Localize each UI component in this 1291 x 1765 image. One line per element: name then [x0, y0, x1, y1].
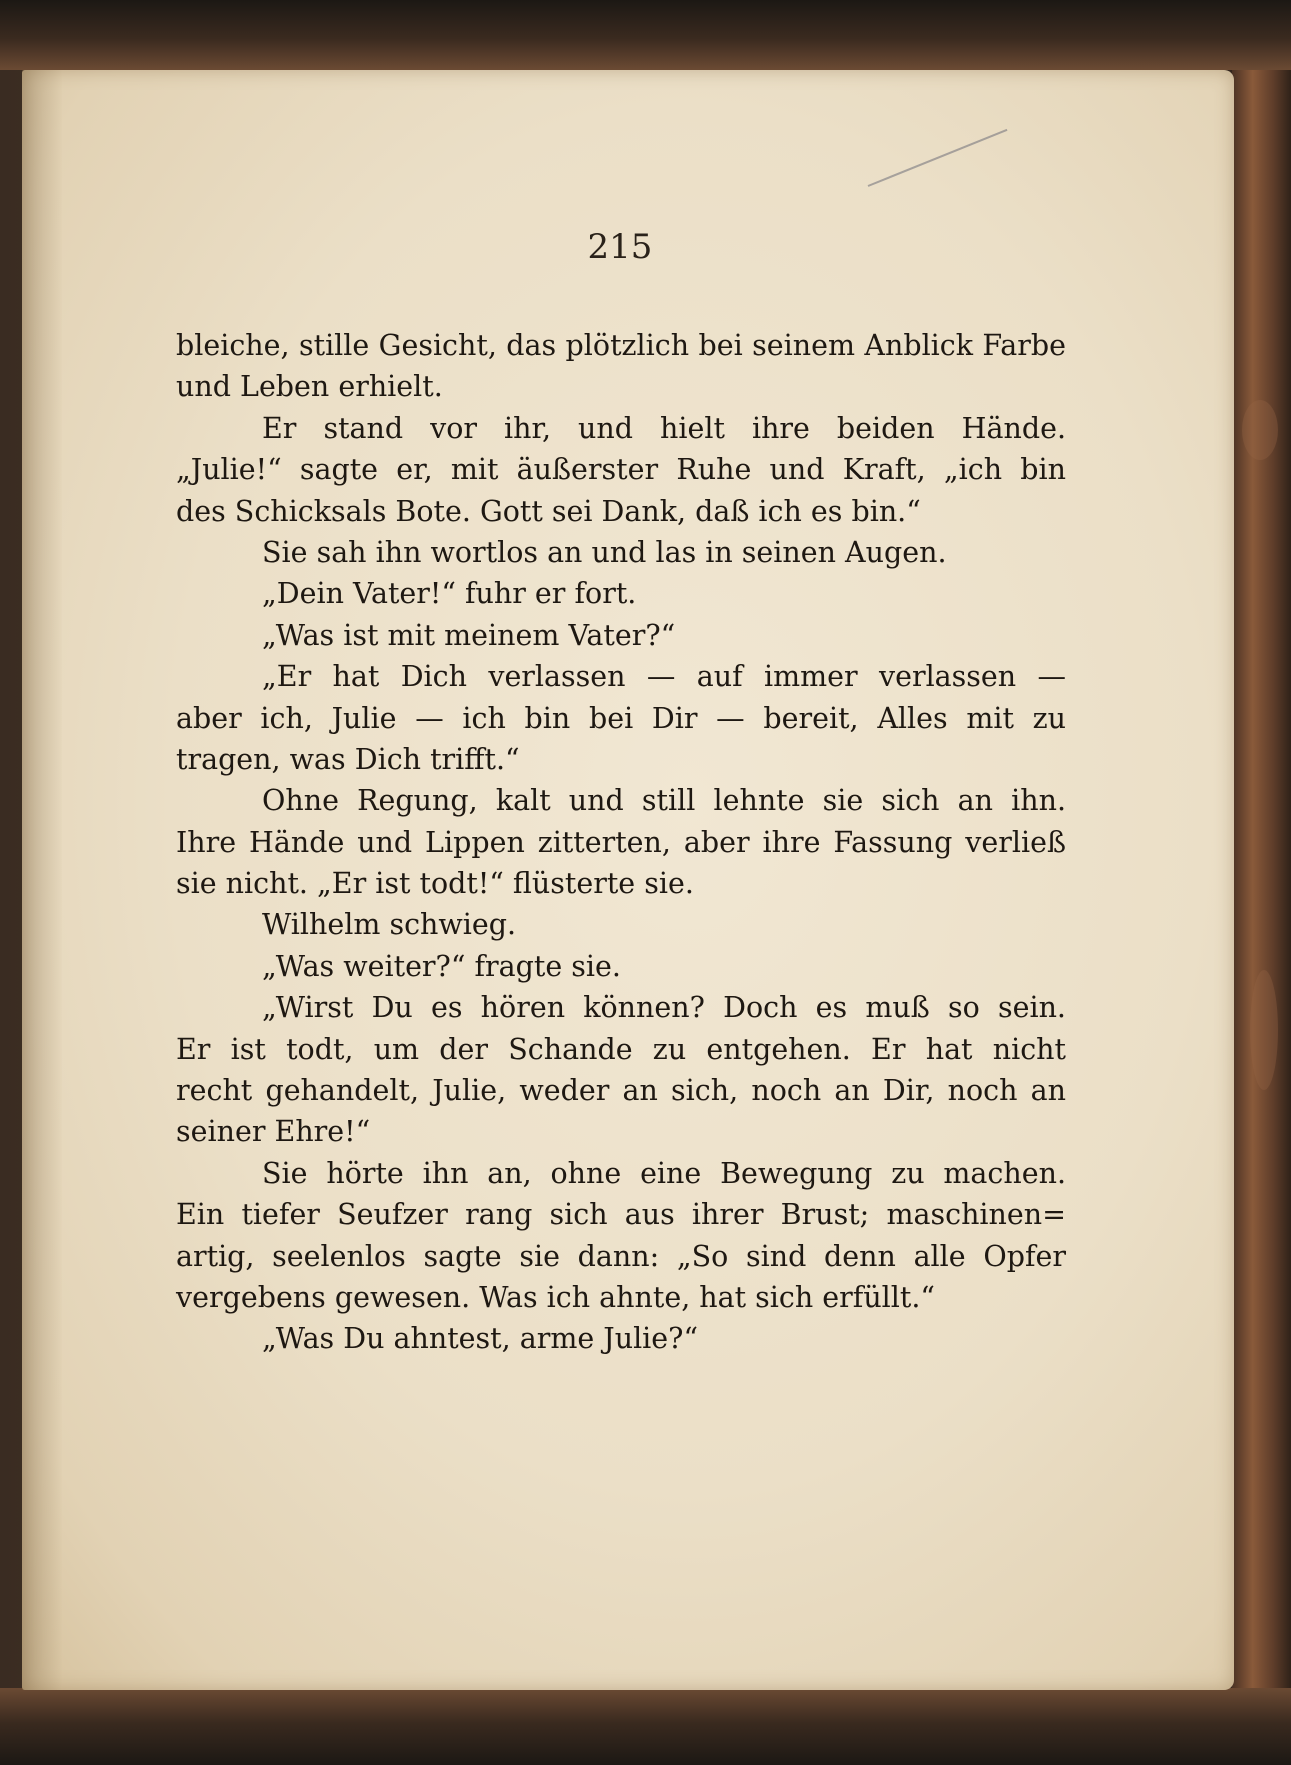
text-line: recht gehandelt, Julie, weder an sich, noch an Dir, noch an	[176, 1074, 1066, 1108]
text-line: bleiche, stille Gesicht, das plötzlich bei seinem Anblick Farbe	[176, 329, 1066, 362]
text-line: „Er hat Dich verlassen — auf immer verlassen —	[262, 660, 1066, 694]
text-line: des Schicksals Bote. Gott sei Dank, daß ich es bin.“	[176, 494, 921, 528]
cover-bottom-edge	[0, 1688, 1291, 1765]
cover-right-edge	[1232, 70, 1291, 1690]
text-line: „Wirst Du es hören können? Doch es muß so sein.	[262, 991, 1066, 1025]
text-line: vergebens gewesen. Was ich ahnte, hat sich erfüllt.“	[176, 1280, 935, 1314]
page-number: 215	[587, 227, 653, 267]
text-line: Wilhelm schwieg.	[262, 908, 517, 942]
text-line: Sie sah ihn wortlos an und las in seinen Augen.	[262, 535, 947, 569]
text-line: „Dein Vater!“ fuhr er fort.	[262, 577, 637, 611]
text-line: „Was Du ahntest, arme Julie?“	[262, 1322, 699, 1356]
text-line: artig, seelenlos sagte sie dann: „So sind denn alle Opfer	[176, 1239, 1066, 1273]
text-line: und Leben erhielt.	[176, 370, 443, 404]
text-line: „Was weiter?“ fragte sie.	[262, 949, 621, 983]
text-line: seiner Ehre!“	[176, 1115, 371, 1149]
text-line: Sie hörte ihn an, ohne eine Bewegung zu machen.	[262, 1156, 1066, 1190]
cover-top-edge	[0, 0, 1291, 70]
text-line: Er stand vor ihr, und hielt ihre beiden Hände.	[262, 411, 1066, 445]
text-line: Er ist todt, um der Schande zu entgehen. Er hat nicht	[176, 1032, 1066, 1066]
body-text	[176, 325, 1066, 1360]
leather-wear-spot	[1250, 970, 1278, 1090]
text-line: Ihre Hände und Lippen zitterten, aber ihre Fassung verließ	[176, 825, 1066, 859]
text-line: tragen, was Dich trifft.“	[176, 742, 520, 776]
text-line: „Julie!“ sagte er, mit äußerster Ruhe und Kraft, „ich bin	[176, 453, 1066, 487]
text-line: sie nicht. „Er ist todt!“ flüsterte sie.	[176, 867, 694, 901]
text-line: „Was ist mit meinem Vater?“	[262, 618, 676, 652]
page-gutter	[22, 70, 62, 1690]
leather-wear-spot	[1242, 400, 1278, 460]
text-line: aber ich, Julie — ich bin bei Dir — bereit, Alles mit zu	[176, 701, 1066, 735]
text-line: Ohne Regung, kalt und still lehnte sie sich an ihn.	[262, 784, 1066, 818]
text-line: Ein tiefer Seufzer rang sich aus ihrer Brust; maschinen=	[176, 1198, 1066, 1232]
